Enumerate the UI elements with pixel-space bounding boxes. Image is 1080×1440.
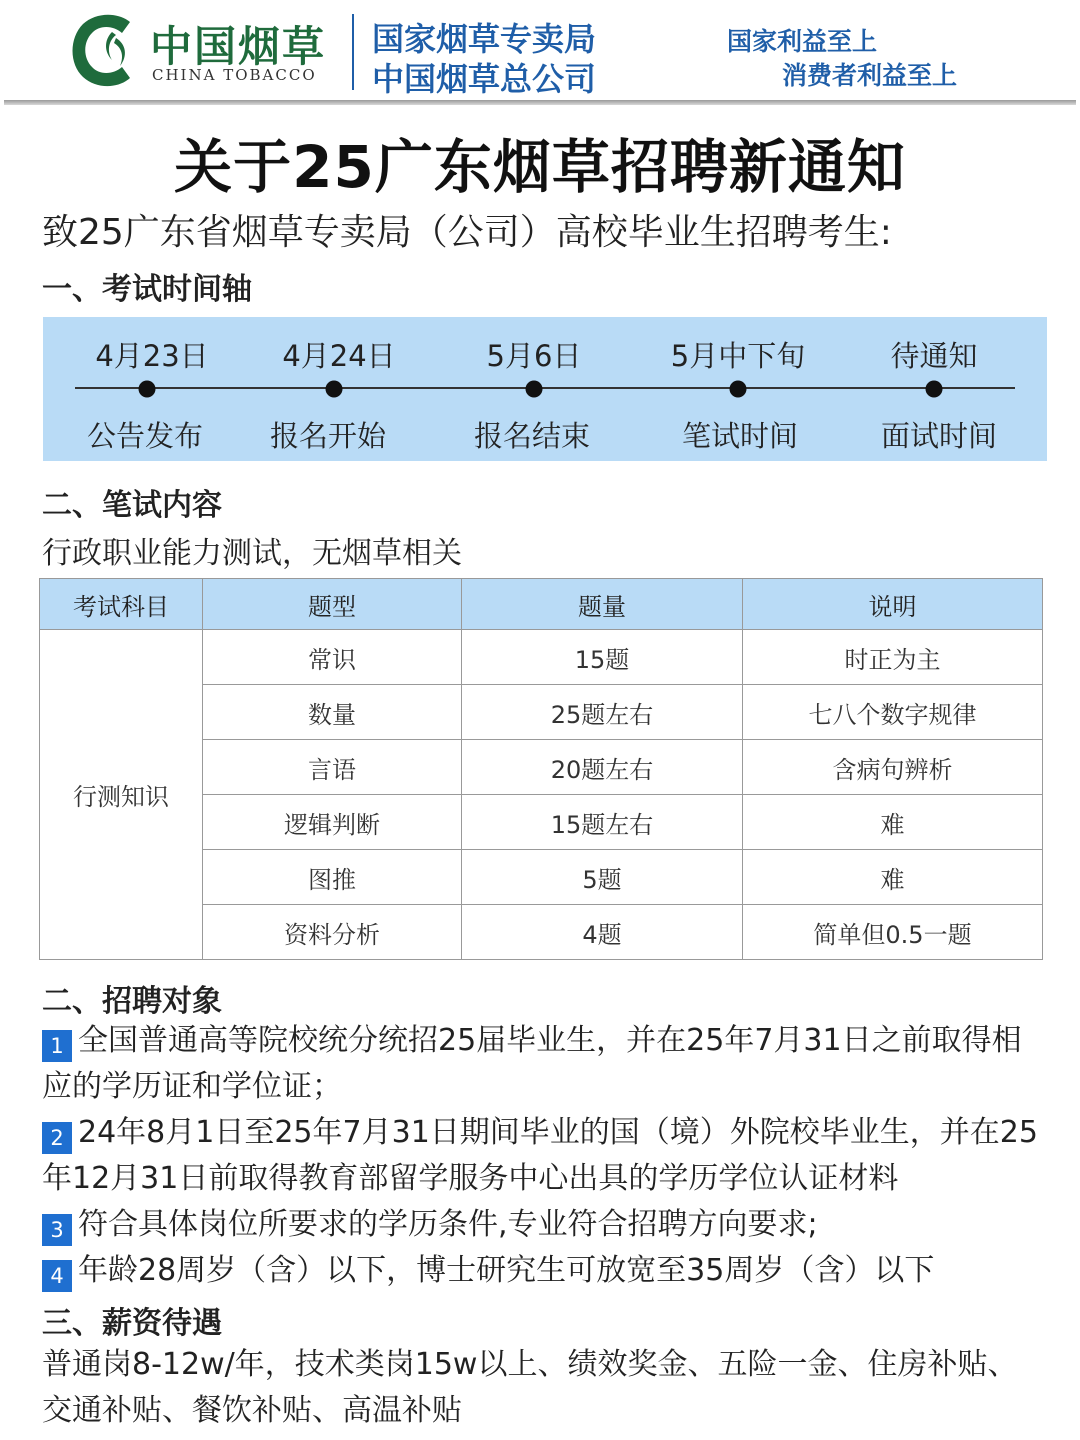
number-badge: 1: [42, 1030, 72, 1062]
timeline-dot: [926, 381, 943, 398]
requirement-text: 24年8月1日至25年7月31日期间毕业的国（境）外院校毕业生，并在25年12月31日前取得教育部留学服务中心出具的学历学位认证材料: [42, 1115, 1038, 1196]
count-cell: 5题: [462, 850, 743, 905]
org-name-line1: 国家烟草专卖局: [372, 20, 597, 58]
timeline-date: 5月中下旬: [670, 339, 806, 373]
number-badge: 2: [42, 1122, 72, 1154]
column-header: 题量: [462, 579, 743, 630]
table-header-row: [40, 579, 1043, 630]
timeline-date: 4月24日: [282, 339, 396, 373]
requirement-item: [42, 1018, 1042, 1110]
timeline-event: 面试时间: [880, 419, 998, 453]
exam-description: 行政职业能力测试，无烟草相关: [42, 536, 462, 571]
count-cell: 25题左右: [462, 685, 743, 740]
timeline-event: 报名开始: [269, 419, 387, 453]
type-cell: 图推: [203, 850, 462, 905]
requirement-text: 年龄28周岁（含）以下，博士研究生可放宽至35周岁（含）以下: [78, 1253, 935, 1288]
note-cell: 含病句辨析: [743, 740, 1043, 795]
logo-text-en: CHINA TOBACCO: [152, 66, 317, 84]
timeline-dot: [526, 381, 543, 398]
logo-text-cn: 中国烟草: [150, 22, 327, 71]
exam-heading: 二、笔试内容: [42, 488, 222, 523]
timeline-date: 4月23日: [95, 339, 209, 373]
requirement-text: 符合具体岗位所要求的学历条件,专业符合招聘方向要求;: [78, 1207, 818, 1242]
column-header: 题型: [203, 579, 462, 630]
count-cell: 20题左右: [462, 740, 743, 795]
salary-heading: 三、薪资待遇: [42, 1306, 222, 1341]
timeline-event: 笔试时间: [681, 419, 799, 453]
timeline-line: [75, 387, 1015, 389]
note-cell: 七八个数字规律: [743, 685, 1043, 740]
timeline-date: 待通知: [890, 339, 978, 373]
requirement-text: 全国普通高等院校统分统招25届毕业生，并在25年7月31日之前取得相应的学历证和学位证；: [42, 1023, 1022, 1104]
page-title: 关于25广东烟草招聘新通知: [174, 133, 906, 201]
org-name-line2: 中国烟草总公司: [372, 60, 597, 98]
column-header: 考试科目: [40, 579, 203, 630]
slogan-line2: 消费者利益至上: [782, 61, 958, 90]
timeline-dot: [326, 381, 343, 398]
count-cell: 15题左右: [462, 795, 743, 850]
timeline-event: 公告发布: [86, 419, 204, 453]
number-badge: 3: [42, 1214, 72, 1246]
note-cell: 简单但0.5一题: [743, 905, 1043, 960]
count-cell: 15题: [462, 630, 743, 685]
requirement-item: [42, 1248, 1042, 1294]
type-cell: 数量: [203, 685, 462, 740]
note-cell: 难: [743, 795, 1043, 850]
type-cell: 常识: [203, 630, 462, 685]
slogan-line1: 国家利益至上: [727, 27, 878, 56]
timeline-heading: 一、考试时间轴: [42, 272, 252, 307]
type-cell: 资料分析: [203, 905, 462, 960]
salary-text: 普通岗8-12w/年，技术类岗15w以上、绩效奖金、五险一金、住房补贴、交通补贴、餐饮补贴、高温补贴: [42, 1347, 1018, 1428]
note-cell: 时正为主: [743, 630, 1043, 685]
requirement-item: [42, 1202, 1042, 1248]
type-cell: 言语: [203, 740, 462, 795]
type-cell: 逻辑判断: [203, 795, 462, 850]
header-divider: [352, 14, 354, 90]
requirement-item: [42, 1110, 1042, 1202]
timeline-dot: [139, 381, 156, 398]
timeline-date: 5月6日: [486, 339, 582, 373]
timeline-dot: [730, 381, 747, 398]
header-rule: [4, 100, 1076, 105]
subject-cell: 行测知识: [40, 630, 203, 960]
china-tobacco-logo-icon: [66, 10, 142, 90]
column-header: 说明: [743, 579, 1043, 630]
requirements-heading: 二、招聘对象: [42, 984, 222, 1019]
table-row: [40, 630, 1043, 685]
salutation: 致25广东省烟草专卖局（公司）高校毕业生招聘考生:: [42, 212, 892, 253]
exam-table: [39, 578, 1043, 960]
timeline-event: 报名结束: [473, 419, 591, 453]
count-cell: 4题: [462, 905, 743, 960]
number-badge: 4: [42, 1260, 72, 1292]
note-cell: 难: [743, 850, 1043, 905]
